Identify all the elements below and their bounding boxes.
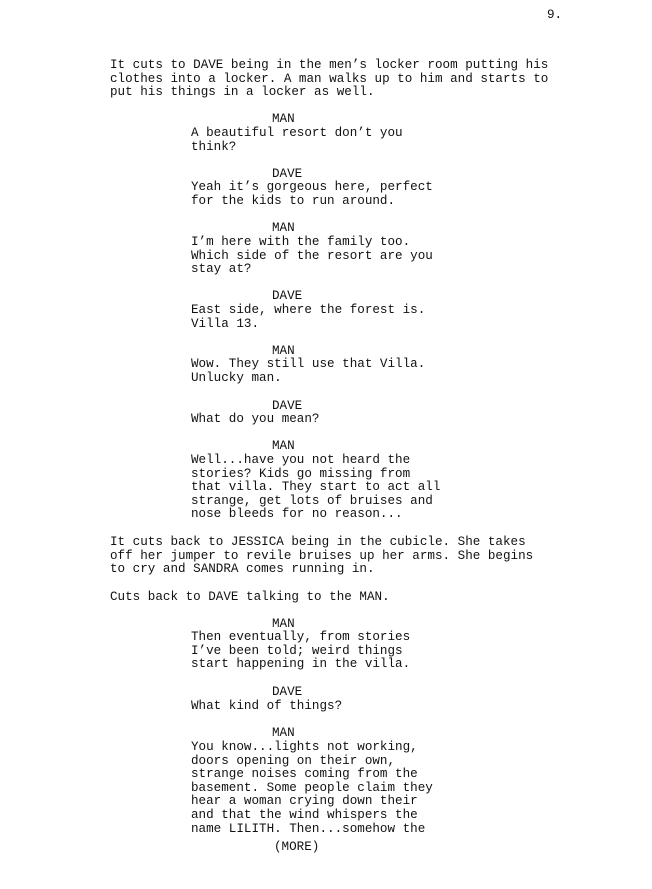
dialogue-dave: East side, where the forest is. Villa 13.: [191, 303, 426, 331]
dialogue-man: Then eventually, from stories I’ve been told; weird things start happening in the villa.: [191, 630, 411, 672]
more-continuation: (MORE): [274, 840, 320, 854]
dialogue-man: A beautiful resort don’t you think?: [191, 126, 403, 154]
action-cuts-back: Cuts back to DAVE talking to the MAN.: [110, 590, 390, 604]
dialogue-dave: What kind of things?: [191, 699, 343, 713]
character-cue-dave: DAVE: [272, 167, 303, 181]
action-locker-room: It cuts to DAVE being in the men’s locker room putting his clothes into a locker. A man walks up to him and starts to put his things in a locker as well.: [110, 58, 549, 100]
dialogue-man: You know...lights not working, doors opening on their own, strange noises coming from the basement. Some people claim they hear a woman crying down their and that the wind whispers the name LILITH. Then...somehow the: [191, 740, 433, 836]
page-number: 9.: [547, 8, 563, 22]
character-cue-man: MAN: [272, 726, 295, 740]
dialogue-man: I’m here with the family too. Which side of the resort are you stay at?: [191, 235, 433, 277]
character-cue-man: MAN: [272, 439, 295, 453]
character-cue-dave: DAVE: [272, 289, 303, 303]
dialogue-man: Wow. They still use that Villa. Unlucky man.: [191, 357, 426, 385]
dialogue-man: Well...have you not heard the stories? Kids go missing from that villa. They start to act all strange, get lots of bruises and nose bleeds for no reason...: [191, 453, 441, 522]
character-cue-man: MAN: [272, 221, 295, 235]
dialogue-dave: Yeah it’s gorgeous here, perfect for the kids to run around.: [191, 180, 433, 208]
character-cue-man: MAN: [272, 112, 295, 126]
character-cue-man: MAN: [272, 617, 295, 631]
character-cue-dave: DAVE: [272, 399, 303, 413]
dialogue-dave: What do you mean?: [191, 412, 320, 426]
action-cubicle: It cuts back to JESSICA being in the cubicle. She takes off her jumper to revile bruises up her arms. She begins to cry and SANDRA comes running in.: [110, 535, 534, 577]
character-cue-man: MAN: [272, 344, 295, 358]
character-cue-dave: DAVE: [272, 685, 303, 699]
